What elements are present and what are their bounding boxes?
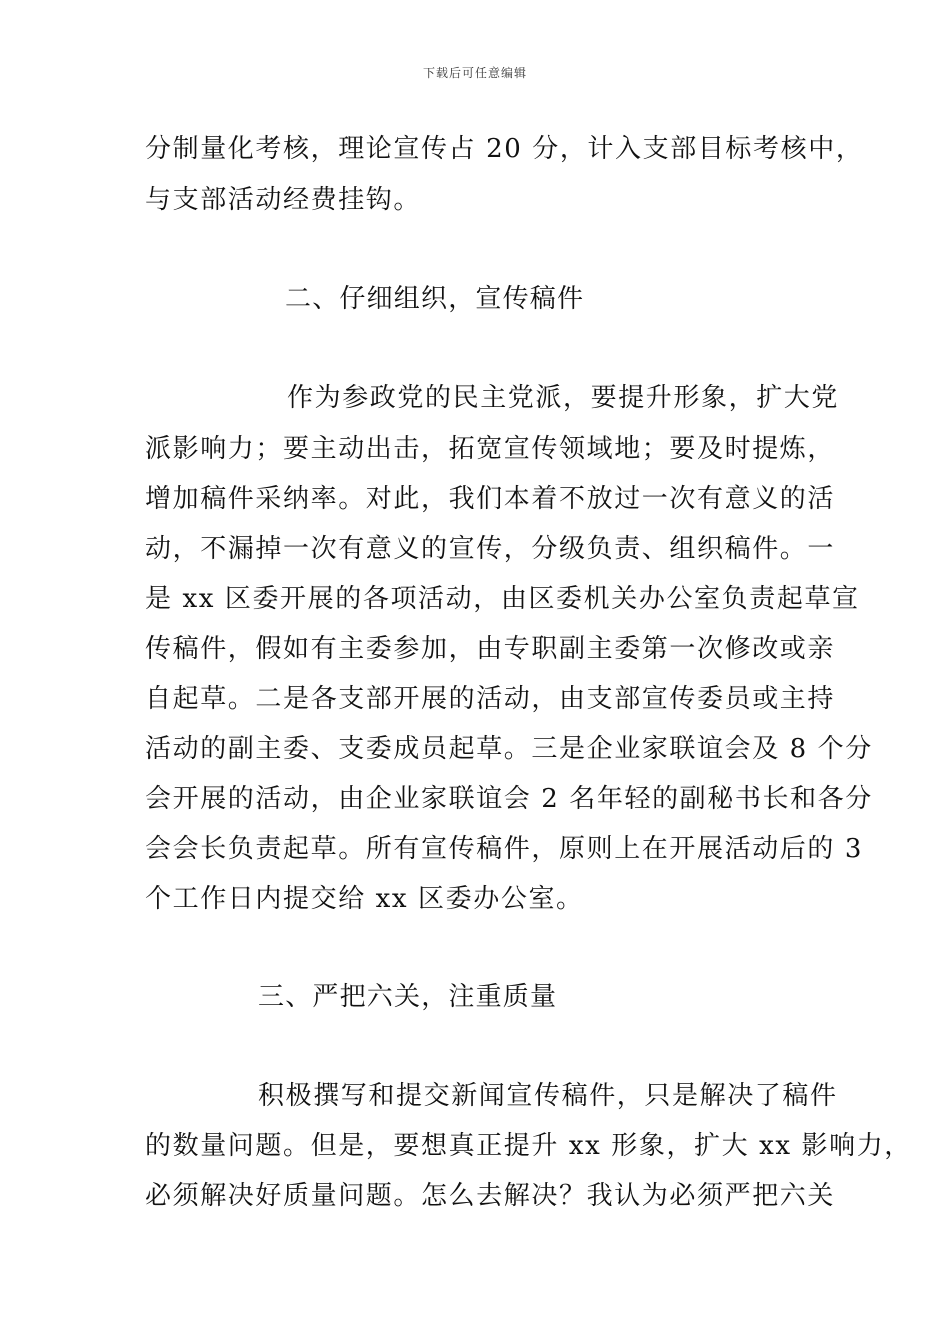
paragraph-line: 作为参政党的民主党派，要提升形象，扩大党 xyxy=(287,383,840,413)
paragraph-line: 是 xx 区委开展的各项活动，由区委机关办公室负责起草宣 xyxy=(145,584,860,614)
paragraph-line: 的数量问题。但是，要想真正提升 xx 形象，扩大 xx 影响力， xyxy=(145,1131,912,1161)
paragraph-line: 自起草。二是各支部开展的活动，由支部宣传委员或主持 xyxy=(145,684,836,714)
paragraph-line: 增加稿件采纳率。对此，我们本着不放过一次有意义的活 xyxy=(145,484,836,514)
paragraph-line: 活动的副主委、支委成员起草。三是企业家联谊会及 8 个分 xyxy=(145,734,873,764)
paragraph-line: 派影响力；要主动出击，拓宽宣传领域地；要及时提炼， xyxy=(145,434,836,464)
paragraph-line: 个工作日内提交给 xx 区委办公室。 xyxy=(145,884,584,914)
section-heading: 二、仔细组织，宣传稿件 xyxy=(285,284,585,314)
paragraph-line: 传稿件，假如有主委参加，由专职副主委第一次修改或亲 xyxy=(145,634,836,664)
section-heading: 三、严把六关，注重质量 xyxy=(258,982,558,1012)
paragraph-line: 积极撰写和提交新闻宣传稿件，只是解决了稿件 xyxy=(258,1081,838,1111)
paragraph-line: 会会长负责起草。所有宣传稿件，原则上在开展活动后的 3 xyxy=(145,834,864,864)
paragraph-line: 会开展的活动，由企业家联谊会 2 名年轻的副秘书长和各分 xyxy=(145,784,873,814)
paragraph-line: 与支部活动经费挂钩。 xyxy=(145,185,422,215)
paragraph-line: 分制量化考核，理论宣传占 20 分，计入支部目标考核中， xyxy=(145,134,864,164)
paragraph-line: 必须解决好质量问题。怎么去解决？我认为必须严把六关 xyxy=(145,1181,836,1211)
page-header-note: 下载后可任意编辑 xyxy=(422,66,527,80)
paragraph-line: 动，不漏掉一次有意义的宣传，分级负责、组织稿件。一 xyxy=(145,534,836,564)
